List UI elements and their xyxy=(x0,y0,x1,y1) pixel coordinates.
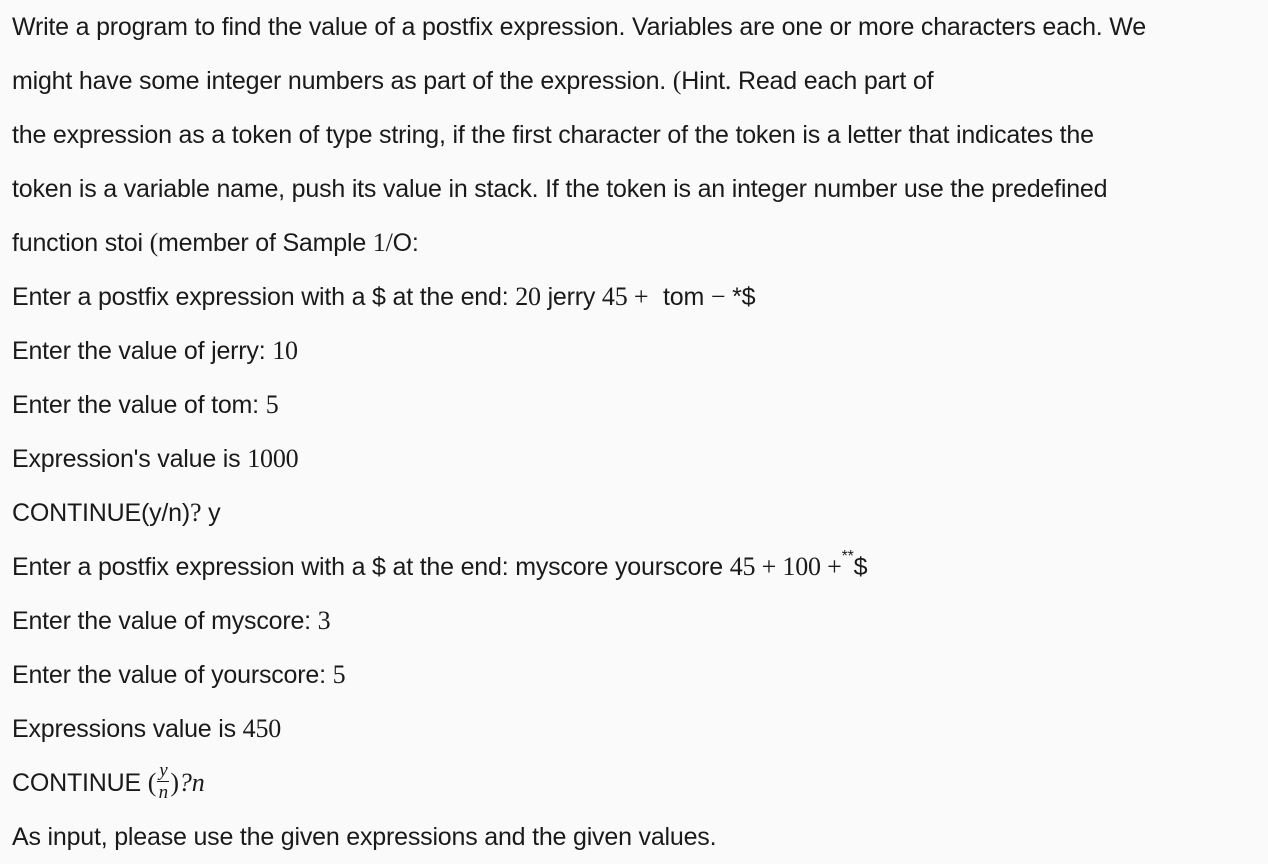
problem-text: token is a variable name, push its value in stack. If the token is an integer number use the predefined xyxy=(12,175,1108,203)
sample1-result xyxy=(12,432,298,486)
problem-text: the expression as a token of type string, if the first character of the token is a letter that indicates the xyxy=(12,121,1094,149)
sample1-jerry-prompt xyxy=(12,324,298,378)
hint-label: Hint xyxy=(681,67,725,95)
problem-text: might have some integer numbers as part of the expression. xyxy=(12,67,667,95)
expr-dollar: $ xyxy=(853,553,868,581)
sample1-tom-prompt xyxy=(12,378,279,432)
prompt-text: Enter a postfix expression with a $ at the end: xyxy=(12,283,509,311)
sample2-result xyxy=(12,702,281,756)
result-label: Expression's value is xyxy=(12,445,241,473)
sample2-yourscore-prompt xyxy=(12,648,345,702)
problem-text: Read each part of xyxy=(737,67,934,95)
expr-variable: jerry xyxy=(547,283,596,311)
fraction-numerator: y xyxy=(159,759,168,781)
prompt-text: Enter a postfix expression with a $ at the end: xyxy=(12,553,509,581)
open-paren: ( xyxy=(672,66,682,95)
expr-number: 20 xyxy=(515,282,541,311)
result-label: Expressions value is xyxy=(12,715,236,743)
io-fraction: 1/ xyxy=(372,228,393,257)
problem-line-1 xyxy=(12,0,1146,54)
continue-fraction xyxy=(157,761,169,802)
problem-line-3 xyxy=(12,108,1094,162)
close-paren: ) xyxy=(170,768,179,797)
prompt-text: Enter the value of jerry: xyxy=(12,337,266,365)
expr-variable: tom xyxy=(663,283,705,311)
input-value: 10 xyxy=(272,336,298,365)
problem-text: Write a program to find the value of a postfix expression. Variables are one or more characters each. We xyxy=(12,13,1146,41)
prompt-text: Enter the value of yourscore: xyxy=(12,661,326,689)
sample2-continue xyxy=(12,756,205,810)
problem-text: O: xyxy=(392,229,419,257)
open-paren: ( xyxy=(149,228,159,257)
sample2-myscore-prompt xyxy=(12,594,330,648)
sample2-expression-prompt xyxy=(12,540,867,594)
expr-number: 45 + xyxy=(601,282,649,311)
prompt-text: Enter the value of tom: xyxy=(12,391,259,419)
continue-answer: y xyxy=(208,499,221,527)
problem-text: member of Sample xyxy=(158,229,367,257)
result-value: 450 xyxy=(242,714,282,743)
result-value: 1000 xyxy=(247,444,299,473)
sample1-continue xyxy=(12,486,220,540)
footer-instruction xyxy=(12,810,716,864)
expr-tail: *$ xyxy=(732,283,756,311)
continue-label: CONTINUE xyxy=(12,769,141,797)
continue-options: (y/n) xyxy=(140,499,190,527)
problem-line-4 xyxy=(12,162,1107,216)
expr-superscript: ** xyxy=(841,548,854,565)
expr-variables: myscore yourscore xyxy=(515,553,723,581)
hint-dot: . xyxy=(724,66,732,95)
prompt-text: Enter the value of myscore: xyxy=(12,607,311,635)
continue-question: ? xyxy=(189,498,202,527)
input-value: 5 xyxy=(332,660,346,689)
input-value: 5 xyxy=(265,390,279,419)
input-value: 3 xyxy=(317,606,331,635)
expr-numbers: 45 + 100 + xyxy=(729,552,842,581)
continue-answer: ?n xyxy=(178,768,205,797)
problem-line-2 xyxy=(12,54,933,108)
sample1-expression-prompt xyxy=(12,270,755,324)
instruction-text: As input, please use the given expressions and the given values. xyxy=(12,823,717,851)
problem-text: function stoi xyxy=(12,229,143,257)
problem-line-5 xyxy=(12,216,419,270)
open-paren: ( xyxy=(147,768,157,797)
fraction-denominator: n xyxy=(158,781,168,803)
continue-label: CONTINUE xyxy=(12,499,141,527)
expr-operator: − xyxy=(710,282,726,311)
